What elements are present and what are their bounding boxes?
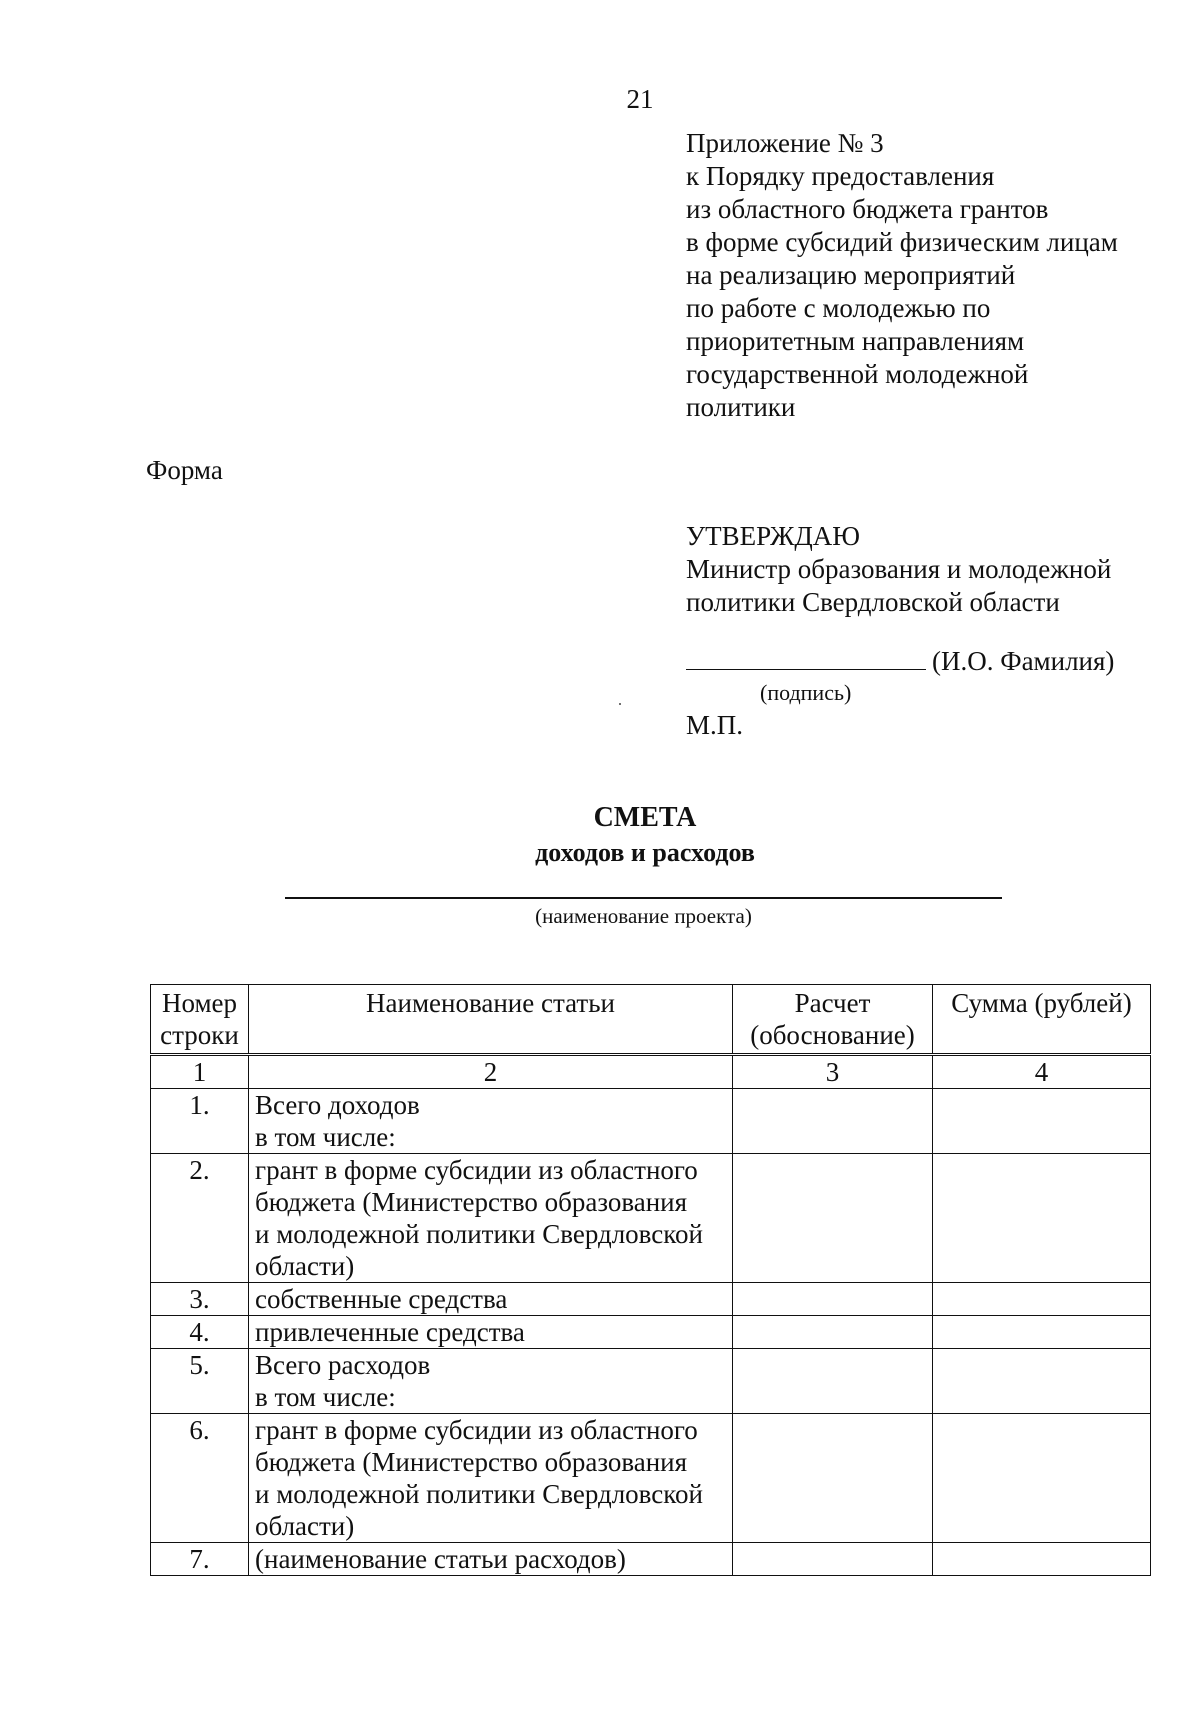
- table-row: [151, 1089, 1151, 1154]
- row-number: 7.: [151, 1543, 249, 1576]
- appendix-line: в форме субсидий физическим лицам: [686, 227, 1118, 257]
- row-sum-cell[interactable]: [933, 1349, 1151, 1414]
- row-sum-cell[interactable]: [933, 1154, 1151, 1283]
- row-name-line: (наименование статьи расходов): [255, 1544, 626, 1574]
- row-number: 5.: [151, 1349, 249, 1414]
- header-calc-line: (обоснование): [750, 1020, 915, 1050]
- header-number: [151, 985, 249, 1055]
- row-calc-cell[interactable]: [733, 1414, 933, 1543]
- row-name: [249, 1316, 733, 1349]
- row-calc-cell[interactable]: [733, 1154, 933, 1283]
- signature-underline: [686, 647, 926, 670]
- row-name: [249, 1283, 733, 1316]
- approval-line: политики Свердловской области: [686, 587, 1060, 617]
- row-sum-cell[interactable]: [933, 1283, 1151, 1316]
- row-name: [249, 1414, 733, 1543]
- appendix-line: государственной молодежной: [686, 359, 1029, 389]
- column-number: 2: [249, 1055, 733, 1089]
- table-row: [151, 1414, 1151, 1543]
- row-number: 2.: [151, 1154, 249, 1283]
- row-name-line: бюджета (Министерство образования: [255, 1447, 688, 1477]
- column-number: 4: [933, 1055, 1151, 1089]
- row-name-line: бюджета (Министерство образования: [255, 1187, 688, 1217]
- row-name-line: Всего расходов: [255, 1350, 431, 1380]
- header-calc-line: Расчет: [794, 988, 871, 1018]
- appendix-line: из областного бюджета грантов: [686, 194, 1049, 224]
- row-name-line: грант в форме субсидии из областного: [255, 1415, 698, 1445]
- table-row: [151, 1154, 1151, 1283]
- page-number: 21: [626, 84, 654, 114]
- appendix-line: по работе с молодежью по: [686, 293, 991, 323]
- row-sum-cell[interactable]: [933, 1414, 1151, 1543]
- appendix-line: политики: [686, 392, 796, 422]
- signature-line: [686, 646, 1114, 677]
- header-calc: [733, 985, 933, 1055]
- row-number: 6.: [151, 1414, 249, 1543]
- row-number: 4.: [151, 1316, 249, 1349]
- row-sum-cell[interactable]: [933, 1316, 1151, 1349]
- approval-line: Министр образования и молодежной: [686, 554, 1112, 584]
- approval-heading: УТВЕРЖДАЮ: [686, 521, 861, 551]
- table-row: [151, 1283, 1151, 1316]
- row-number: 1.: [151, 1089, 249, 1154]
- project-name-line: [285, 897, 1002, 899]
- header-number-line: строки: [160, 1020, 239, 1050]
- row-name-line: собственные средства: [255, 1284, 508, 1314]
- header-name-text: Наименование статьи: [366, 988, 615, 1018]
- row-calc-cell[interactable]: [733, 1349, 933, 1414]
- row-name: [249, 1089, 733, 1154]
- appendix-line: на реализацию мероприятий: [686, 260, 1016, 290]
- form-label: Форма: [146, 455, 223, 485]
- column-number-row: [151, 1055, 1151, 1089]
- scan-speck: [619, 703, 621, 705]
- document-subtitle: доходов и расходов: [535, 838, 755, 867]
- column-number: 1: [151, 1055, 249, 1089]
- row-calc-cell[interactable]: [733, 1316, 933, 1349]
- approval-block: [686, 520, 1186, 619]
- row-sum-cell[interactable]: [933, 1089, 1151, 1154]
- table-row: [151, 1316, 1151, 1349]
- estimate-table: [150, 984, 1151, 1576]
- row-calc-cell[interactable]: [733, 1543, 933, 1576]
- header-sum: [933, 985, 1151, 1055]
- row-name-line: области): [255, 1251, 355, 1281]
- row-name-line: грант в форме субсидии из областного: [255, 1155, 698, 1185]
- row-name-line: Всего доходов: [255, 1090, 420, 1120]
- project-caption: (наименование проекта): [535, 904, 752, 928]
- signature-name: (И.О. Фамилия): [932, 646, 1115, 676]
- row-name-line: и молодежной политики Свердловской: [255, 1219, 703, 1249]
- column-number: 3: [733, 1055, 933, 1089]
- row-name-line: области): [255, 1511, 355, 1541]
- row-calc-cell[interactable]: [733, 1283, 933, 1316]
- appendix-block: [686, 127, 1186, 424]
- header-number-line: Номер: [161, 988, 238, 1018]
- row-name: [249, 1154, 733, 1283]
- row-number: 3.: [151, 1283, 249, 1316]
- row-name-line: и молодежной политики Свердловской: [255, 1479, 703, 1509]
- appendix-line: приоритетным направлениям: [686, 326, 1025, 356]
- appendix-line: к Порядку предоставления: [686, 161, 995, 191]
- header-name: [249, 985, 733, 1055]
- document-title: СМЕТА: [593, 802, 697, 833]
- seal-label: М.П.: [686, 710, 744, 740]
- row-sum-cell[interactable]: [933, 1543, 1151, 1576]
- row-name-line: в том числе:: [255, 1122, 396, 1152]
- header-sum-text: Сумма (рублей): [951, 988, 1132, 1018]
- table-header-row: [151, 985, 1151, 1055]
- row-name: [249, 1543, 733, 1576]
- row-name-line: в том числе:: [255, 1382, 396, 1412]
- row-calc-cell[interactable]: [733, 1089, 933, 1154]
- row-name: [249, 1349, 733, 1414]
- row-name-line: привлеченные средства: [255, 1317, 525, 1347]
- signature-caption: (подпись): [760, 680, 852, 705]
- table-row: [151, 1349, 1151, 1414]
- table-row: [151, 1543, 1151, 1576]
- appendix-line: Приложение № 3: [686, 128, 884, 158]
